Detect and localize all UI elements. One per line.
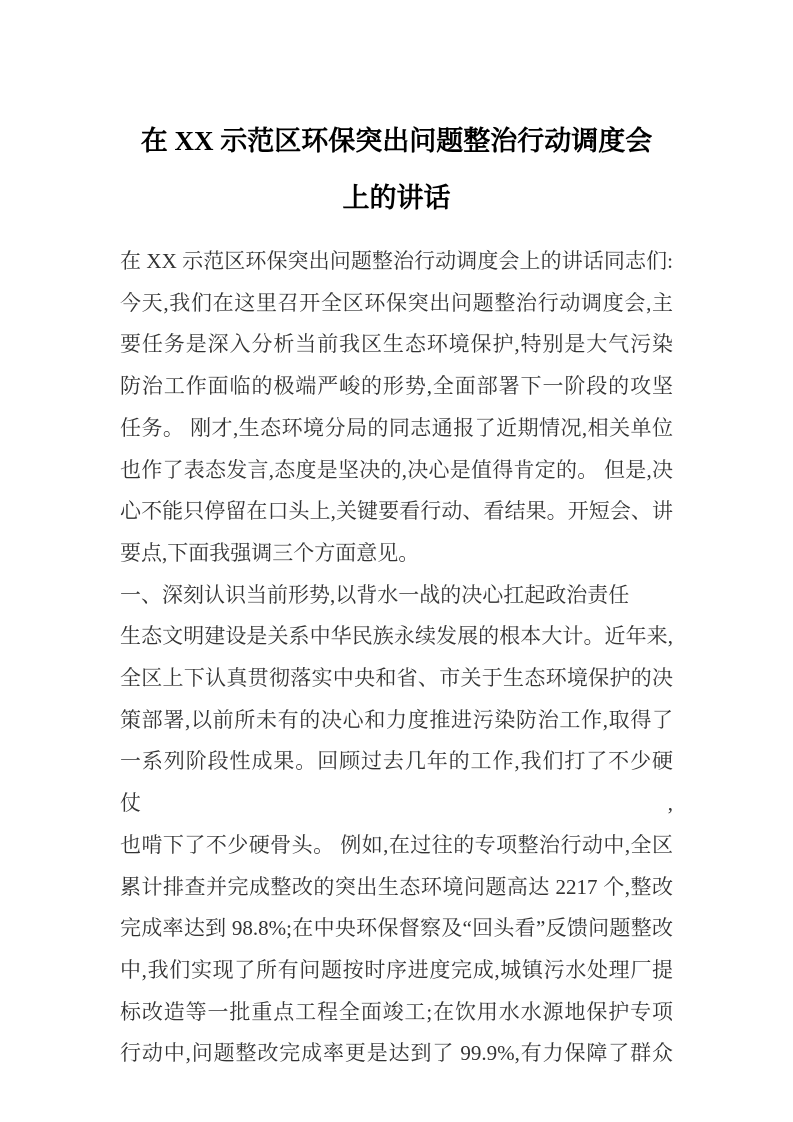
document-body (0, 241, 793, 1075)
body-line-1: 在 XX 示范区环保突出问题整治行动调度会上的讲话同志们: (120, 249, 673, 273)
body-line-17: 中,我们实现了所有问题按时序进度完成,城镇污水处理厂提 (120, 957, 673, 982)
body-line-13: 一系列阶段性成果。回顾过去几年的工作,我们打了不少硬仗, (120, 749, 673, 816)
body-line-6: 也作了表态发言,态度是坚决的,决心是值得肯定的。 但是,决 (120, 457, 673, 482)
body-line-2: 今天,我们在这里召开全区环保突出问题整治行动调度会,主 (120, 290, 673, 315)
title-line-1: 在 XX 示范区环保突出问题整治行动调度会 (140, 126, 653, 156)
body-line-8: 要点,下面我强调三个方面意见。 (120, 540, 420, 565)
document-title (0, 0, 793, 227)
body-line-4: 防治工作面临的极端严峻的形势,全面部署下一阶段的攻坚 (120, 374, 673, 399)
title-line-2: 上的讲话 (342, 183, 451, 213)
body-line-12: 策部署,以前所未有的决心和力度推进污染防治工作,取得了 (120, 707, 673, 732)
body-line-15: 累计排查并完成整改的突出生态环境问题高达 2217 个,整改 (120, 874, 673, 899)
body-line-14: 也啃下了不少硬骨头。 例如,在过往的专项整治行动中,全区 (120, 832, 673, 857)
body-line-16: 完成率达到 98.8%;在中央环保督察及“回头看”反馈问题整改 (120, 916, 673, 941)
body-line-11: 全区上下认真贯彻落实中央和省、市关于生态环境保护的决 (120, 666, 673, 691)
body-line-7: 心不能只停留在口头上,关键要看行动、看结果。开短会、讲 (120, 499, 673, 524)
body-line-9: 一、深刻认识当前形势,以背水一战的决心扛起政治责任 (120, 582, 630, 607)
body-line-5: 任务。 刚才,生态环境分局的同志通报了近期情况,相关单位 (120, 415, 673, 440)
body-line-10: 生态文明建设是关系中华民族永续发展的根本大计。近年来, (120, 624, 673, 649)
body-line-18: 标改造等一批重点工程全面竣工;在饮用水水源地保护专项 (120, 999, 673, 1024)
body-line-3: 要任务是深入分析当前我区生态环境保护,特别是大气污染 (120, 332, 673, 357)
body-line-19: 行动中,问题整改完成率更是达到了 99.9%,有力保障了群众 (120, 1041, 673, 1066)
